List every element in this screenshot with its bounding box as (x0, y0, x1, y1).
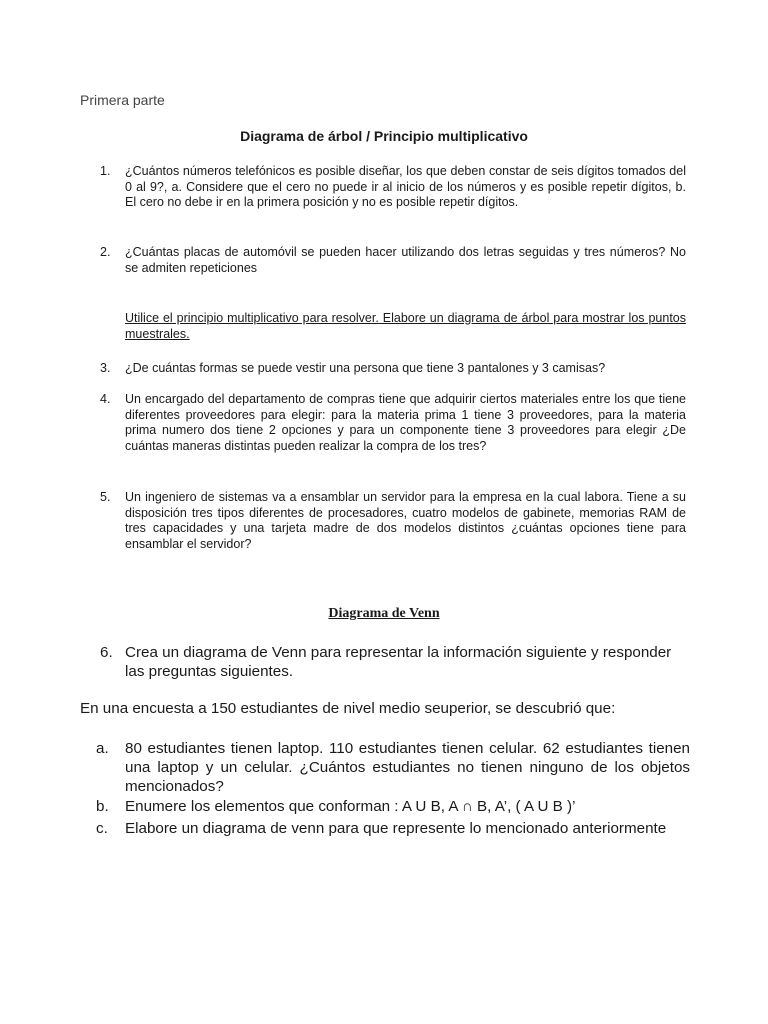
item-text: ¿De cuántas formas se puede vestir una persona que tiene 3 pantalones y 3 camisas? (125, 361, 606, 375)
item-text: ¿Cuántos números telefónicos es posible diseñar, los que deben constar de seis dígitos tomados del 0 al 9?, a. Considere que el cero no puede ir al inicio de los números y es posible repetir dígitos, b. El cero no debe ir en la primera posición y no es posible repetir dígitos. (125, 164, 686, 209)
instruction-note: Utilice el principio multiplicativo para resolver. Elabore un diagrama de árbol para mostrar los puntos muestrales. (125, 311, 686, 341)
sub-item-label: a. (96, 740, 109, 757)
sub-item-label: c. (96, 820, 108, 837)
survey-intro: En una encuesta a 150 estudiantes de nivel medio seuperior, se descubrió que: (80, 700, 616, 717)
item-number: 5. (100, 490, 111, 504)
item-text: Un encargado del departamento de compras tiene que adquirir ciertos materiales entre los que tiene diferentes proveedores para elegir: para la materia prima 1 tiene 3 proveedores, para la materia prima numero dos tiene 2 opciones y para un componente tiene 3 proveedores para elegir ¿De cuántas maneras distintas pueden realizar la compra de los tres? (125, 392, 686, 453)
section-title-tree-diagram: Diagrama de árbol / Principio multiplicativo (240, 128, 528, 144)
item-number: 4. (100, 392, 111, 406)
item-number: 3. (100, 361, 111, 375)
sub-item-text: 80 estudiantes tienen laptop. 110 estudiantes tienen celular. 62 estudiantes tienen una laptop y un celular. ¿Cuántos estudiantes no tienen ninguno de los objetos mencionados? (125, 740, 690, 795)
item-number: 6. (100, 644, 113, 661)
sub-item-text: Enumere los elementos que conforman : A U B, A ∩ B, A’, ( A U B )’ (125, 798, 576, 815)
section-title-venn: Diagrama de Venn (328, 606, 440, 621)
item-text: Crea un diagrama de Venn para representar la información siguiente y responder las preguntas siguientes. (125, 644, 672, 680)
item-text: ¿Cuántas placas de automóvil se pueden hacer utilizando dos letras seguidas y tres números? No se admiten repeticiones (125, 245, 686, 275)
part-label: Primera parte (80, 92, 165, 108)
item-text: Un ingeniero de sistemas va a ensamblar un servidor para la empresa en la cual labora. Tiene a su disposición tres tipos diferentes de procesadores, cuatro modelos de gabinete, memorias RAM de tres capacidades y una tarjeta madre de dos modelos distintos ¿cuántas opciones tiene para ensamblar el servidor? (125, 490, 686, 551)
sub-item-text: Elabore un diagrama de venn para que represente lo mencionado anteriormente (125, 820, 667, 837)
item-number: 2. (100, 245, 111, 259)
sub-item-label: b. (96, 798, 109, 815)
item-number: 1. (100, 164, 111, 178)
